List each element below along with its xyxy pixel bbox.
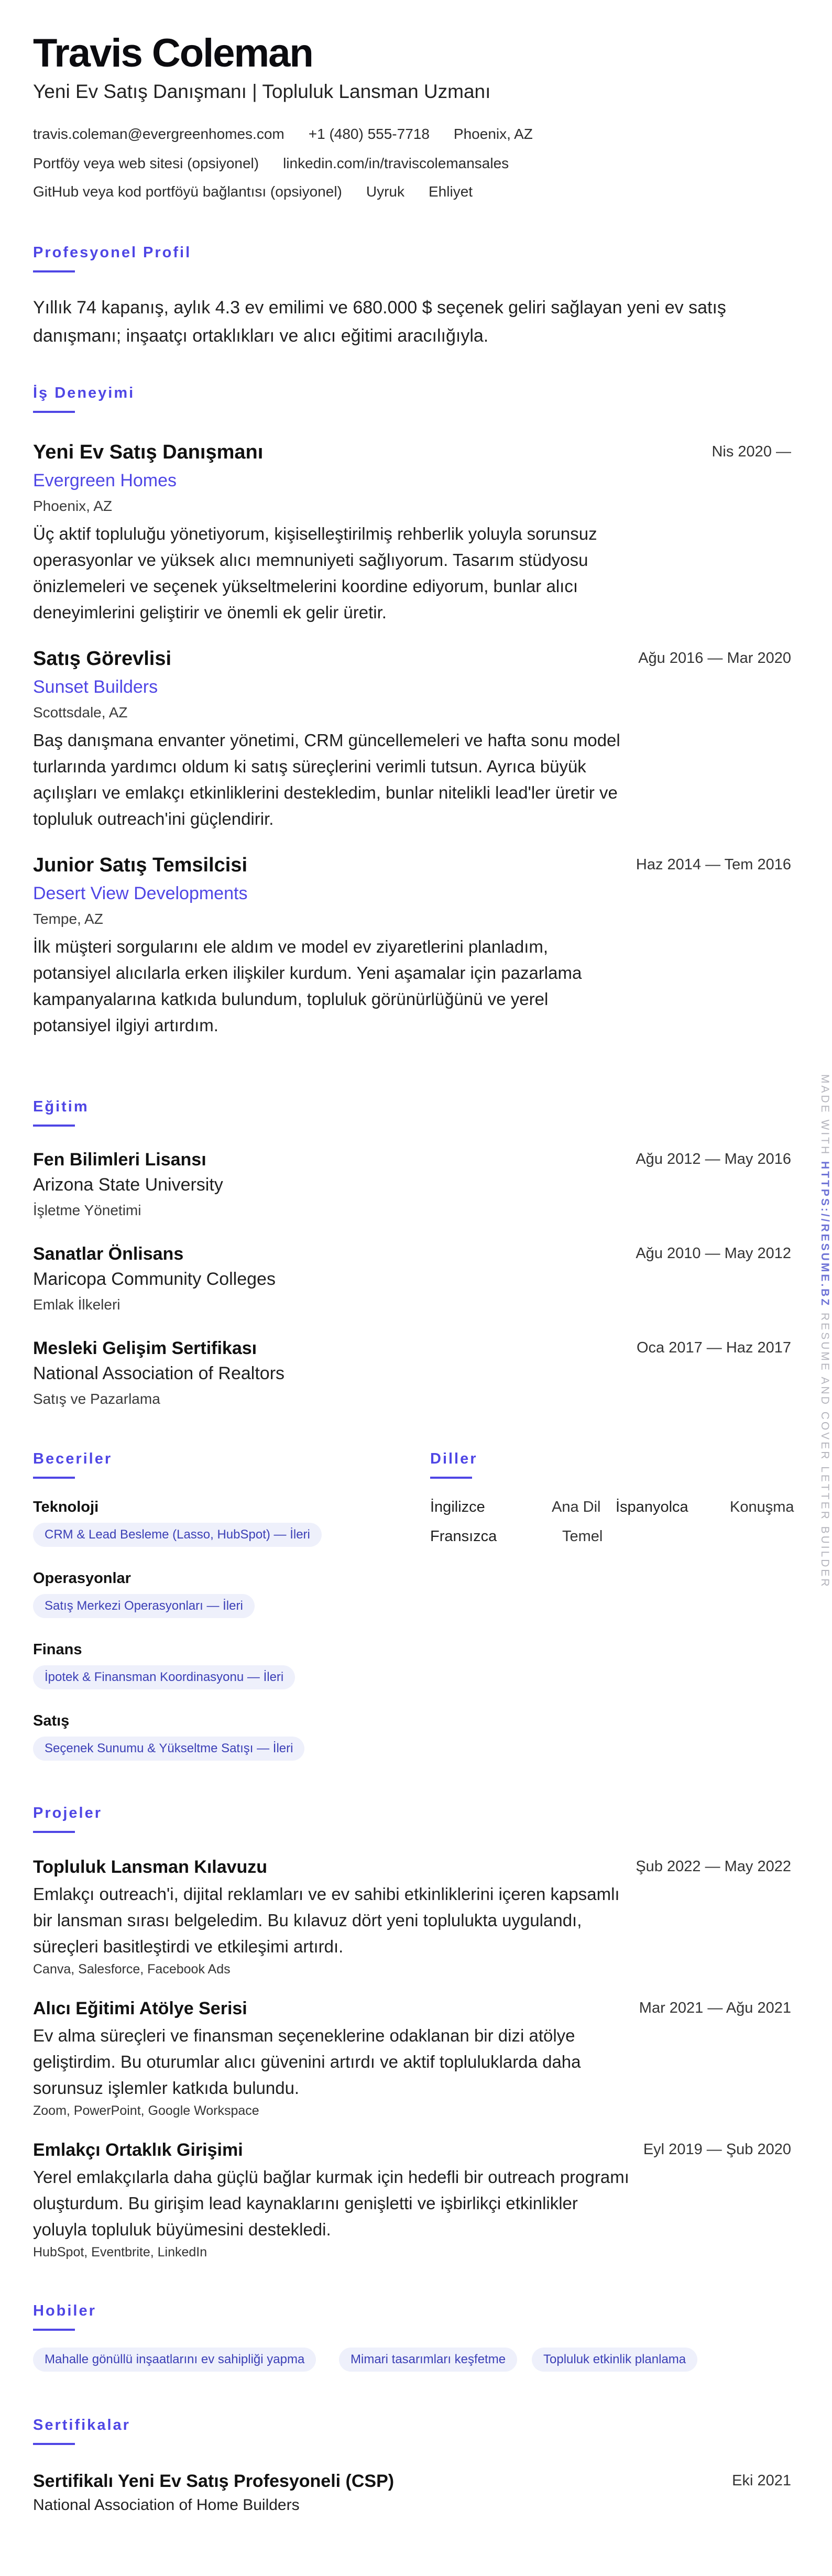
hobby-chip: Topluluk etkinlik planlama <box>532 2348 697 2372</box>
section-title-education: Eğitim <box>33 1098 89 1115</box>
company-name: Sunset Builders <box>33 677 158 697</box>
job-date: Ağu 2016 — Mar 2020 <box>638 650 791 667</box>
made-with-sidebar <box>818 1074 831 1589</box>
hobby-chip: Mahalle gönüllü inşaatlarını ev sahipliği yapma <box>33 2348 316 2372</box>
degree-title: Mesleki Gelişim Sertifikası <box>33 1338 257 1358</box>
job-title: Yeni Ev Satış Danışmanı <box>33 441 264 463</box>
section-divider <box>33 2329 75 2331</box>
contact-row <box>33 126 533 143</box>
github-link[interactable]: GitHub veya kod portföyü bağlantısı (opsiyonel) <box>33 183 342 200</box>
education-field: Satış ve Pazarlama <box>33 1391 160 1407</box>
school-name: Arizona State University <box>33 1175 223 1195</box>
project-tools: Canva, Salesforce, Facebook Ads <box>33 1962 231 1977</box>
job-location: Phoenix, AZ <box>33 498 112 514</box>
education-date: Oca 2017 — Haz 2017 <box>636 1339 791 1356</box>
job-description: Üç aktif topluluğu yönetiyorum, kişiselleştirilmiş rehberlik yoluyla sorunsuz operasyonlar ve yüksek alıcı memnuniyeti sağlıyorum. Tasarım stüdyosu önizlemeleri ve seçenek yükseltmelerini koordine ediyorum, bunlar alıcı deneyimlerini geliştirir ve önemli ek gelir üretir. <box>33 524 597 622</box>
skill-category: Satış <box>33 1712 70 1729</box>
skill-category: Teknoloji <box>33 1499 99 1515</box>
education-date: Ağu 2010 — May 2012 <box>636 1245 791 1262</box>
company-name: Desert View Developments <box>33 883 248 903</box>
school-name: Maricopa Community Colleges <box>33 1269 276 1289</box>
contact-row <box>33 183 473 200</box>
section-divider <box>33 1125 75 1127</box>
language-name: İngilizce <box>430 1499 485 1515</box>
skill-category: Operasyonlar <box>33 1570 131 1587</box>
project-title: Topluluk Lansman Kılavuzu <box>33 1857 268 1877</box>
project-tools: HubSpot, Eventbrite, LinkedIn <box>33 2245 207 2260</box>
section-divider <box>33 270 75 272</box>
language-level: Konuşma <box>730 1499 794 1515</box>
skill-category: Finans <box>33 1641 82 1658</box>
language-name: İspanyolca <box>616 1499 688 1515</box>
section-title-profile: Profesyonel Profil <box>33 244 192 261</box>
candidate-name: Travis Coleman <box>33 31 313 75</box>
project-title: Emlakçı Ortaklık Girişimi <box>33 2140 243 2160</box>
job-description: Baş danışmana envanter yönetimi, CRM güncellemeleri ve hafta sonu model turlarında yardımcı oldum ki satış süreçlerini verimli tutsun. Ayrıca büyük açılışları ve emlakçı etkinliklerini destekledim, bunlar nitelikli lead'ler üretir ve topluluk outreach'ini güçlendirir. <box>33 730 620 828</box>
resume-bz-link[interactable]: HTTPS://RESUME.BZ <box>819 1161 831 1308</box>
section-title-skills: Beceriler <box>33 1450 113 1467</box>
skill-chip: Seçenek Sunumu & Yükseltme Satışı — İleri <box>33 1737 304 1761</box>
skill-chip: İpotek & Finansman Koordinasyonu — İleri <box>33 1665 295 1689</box>
hobby-chip: Mimari tasarımları keşfetme <box>339 2348 517 2372</box>
company-name: Evergreen Homes <box>33 471 177 490</box>
phone-number[interactable]: +1 (480) 555-7718 <box>308 126 430 142</box>
job-title: Junior Satış Temsilcisi <box>33 854 248 876</box>
made-with-label: MADE WITH <box>819 1074 831 1156</box>
builder-tagline: RESUME AND COVER LETTER BUILDER <box>819 1313 831 1589</box>
degree-title: Sanatlar Önlisans <box>33 1244 184 1264</box>
skill-chip: CRM & Lead Besleme (Lasso, HubSpot) — İleri <box>33 1523 322 1547</box>
section-title-languages: Diller <box>430 1450 478 1467</box>
language-level: Ana Dil <box>552 1499 601 1515</box>
section-divider <box>33 1477 75 1479</box>
job-location: Tempe, AZ <box>33 911 103 927</box>
certificate-issuer: National Association of Home Builders <box>33 2496 300 2514</box>
project-title: Alıcı Eğitimi Atölye Serisi <box>33 1999 247 2018</box>
education-date: Ağu 2012 — May 2016 <box>636 1151 791 1167</box>
job-date: Haz 2014 — Tem 2016 <box>636 856 791 873</box>
language-name: Fransızca <box>430 1528 497 1545</box>
license-text: Ehliyet <box>429 183 473 200</box>
portfolio-link[interactable]: Portföy veya web sitesi (opsiyonel) <box>33 155 259 171</box>
section-divider <box>430 1477 472 1479</box>
education-field: Emlak İlkeleri <box>33 1296 121 1313</box>
candidate-headline: Yeni Ev Satış Danışmanı | Topluluk Lansman Uzmanı <box>33 81 491 102</box>
degree-title: Fen Bilimleri Lisansı <box>33 1150 206 1170</box>
contact-row <box>33 155 509 172</box>
school-name: National Association of Realtors <box>33 1363 285 1383</box>
nationality-text: Uyruk <box>366 183 404 200</box>
language-level: Temel <box>562 1528 603 1545</box>
certificate-title: Sertifikalı Yeni Ev Satış Profesyoneli (CSP) <box>33 2471 395 2491</box>
section-title-certificates: Sertifikalar <box>33 2417 130 2433</box>
education-field: İşletme Yönetimi <box>33 1202 141 1218</box>
job-location: Scottsdale, AZ <box>33 704 128 721</box>
project-date: Eyl 2019 — Şub 2020 <box>643 2141 791 2158</box>
location-text: Phoenix, AZ <box>453 126 533 142</box>
section-divider <box>33 411 75 413</box>
job-description: İlk müşteri sorgularını ele aldım ve model ev ziyaretlerini planladım, potansiyel alıcılarla erken ilişkiler kurdum. Yeni aşamalar için pazarlama kampanyalarına katkıda bulundum, topluluk görünürlüğünü ve yerel potansiyel ilgiyi artırdım. <box>33 937 582 1035</box>
project-description: Emlakçı outreach'i, dijital reklamları ve ev sahibi etkinliklerini içeren kapsamlı bir lansman sırası belgeledim. Bu kılavuz dört yeni toplulukta uygulandı, süreçleri basitleştirdi ve etkileşimi artırdı. <box>33 1884 620 1956</box>
job-date: Nis 2020 — <box>711 443 791 460</box>
project-tools: Zoom, PowerPoint, Google Workspace <box>33 2103 259 2118</box>
section-title-projects: Projeler <box>33 1805 102 1821</box>
project-description: Ev alma süreçleri ve finansman seçeneklerine odaklanan bir dizi atölye geliştirdim. Bu oturumlar alıcı güvenini artırdı ve aktif topluluklarda daha sorunsuz işlemler katkıda bulundu. <box>33 2026 581 2098</box>
profile-summary: Yıllık 74 kapanış, aylık 4.3 ev emilimi ve 680.000 $ seçenek geliri sağlayan yeni ev satış danışmanı; inşaatçı ortaklıkları ve alıcı eğitimi aracılığıyla. <box>33 298 726 346</box>
certificate-date: Eki 2021 <box>732 2472 791 2489</box>
section-divider <box>33 2443 75 2445</box>
linkedin-link[interactable]: linkedin.com/in/traviscolemansales <box>283 155 509 171</box>
email-link[interactable]: travis.coleman@evergreenhomes.com <box>33 126 284 142</box>
project-description: Yerel emlakçılarla daha güçlü bağlar kurmak için hedefli bir outreach programı oluşturdum. Bu girişim lead kaynaklarını genişletti ve işbirlikçi etkinlikler yoluyla topluluk büyümesini destekledi. <box>33 2167 629 2239</box>
project-date: Mar 2021 — Ağu 2021 <box>639 2000 791 2016</box>
project-date: Şub 2022 — May 2022 <box>636 1858 791 1875</box>
skill-chip: Satış Merkezi Operasyonları — İleri <box>33 1594 255 1618</box>
section-title-experience: İş Deneyimi <box>33 385 135 401</box>
section-divider <box>33 1831 75 1833</box>
section-title-hobbies: Hobiler <box>33 2302 96 2319</box>
job-title: Satış Görevlisi <box>33 648 172 670</box>
